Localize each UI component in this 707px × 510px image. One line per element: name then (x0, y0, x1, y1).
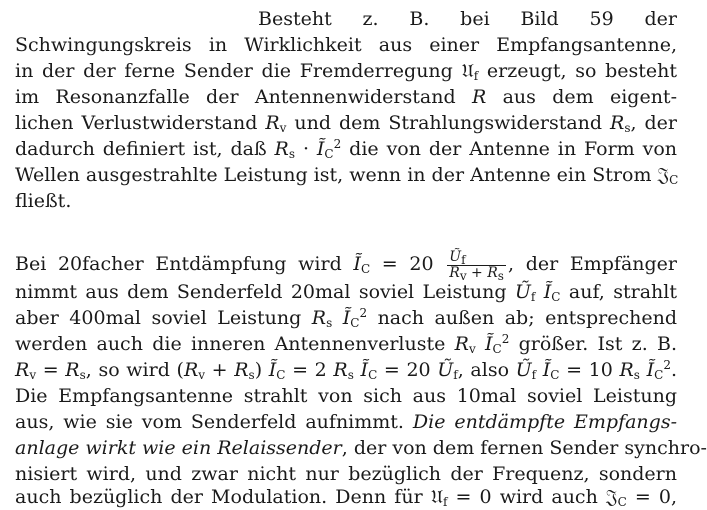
p2-line-7: aus, wie sie vom Senderfeld aufnimmt. Die entdämpfte Empfangs- (15, 411, 677, 433)
p2-line-5: $R_v = R_s$, so wird $(R_v + R_s)$ $Ĩ_C = 2$ $R_s$ $Ĩ_C = 20$ $Ũ_f$, also $Ũ_f$ $Ĩ_C = 10$ $R_s$ $Ĩ_C^2$. (15, 358, 677, 382)
p2-line-3: aber 400mal soviel Leistung $R_s$ $Ĩ_C^2$ nach außen ab; entsprechend (15, 306, 677, 330)
p1-line-8: fließt. (15, 190, 72, 212)
p1-line-4: im Resonanzfalle der Antennenwiderstand R aus dem eigent- (15, 86, 677, 108)
p2-line-8: anlage wirkt wie ein Relaissender, der von dem fernen Sender synchro- (15, 437, 707, 459)
p2-line-2: nimmt aus dem Senderfeld 20mal soviel Leistung $Ũ_f$ $Ĩ_C$ auf, strahlt (15, 281, 677, 304)
p1-line-5: lichen Verlustwiderstand $R_v$ und dem Strahlungswiderstand $R_s$, der (15, 112, 677, 135)
p2-line-1: Bei 20facher Entdämpfung wird $Ĩ_C = 20$ $\frac{Ũ_f}{R_v + R_s}$ , der Empfänger (15, 248, 677, 283)
formula-Uf: 𝔘$_f$ (461, 60, 479, 83)
formula-R: R (471, 86, 487, 108)
p2-line-4: werden auch die inneren Antennenverluste $R_v$ $Ĩ_C^2$ größer. Ist z. B. (15, 332, 677, 356)
formula-fraction: $\frac{Ũ_f}{R_v + R_s}$ (449, 248, 504, 283)
p2-line-9: nisiert wird, und zwar nicht nur bezüglich der Frequenz, sondern (15, 463, 677, 485)
p1-line-6: dadurch definiert ist, daß $R_s$ · $Ĩ_C^2$ die von der Antenne in Form von (15, 137, 677, 161)
p1-line-1: Besteht z. B. bei Bild 59 der (258, 8, 677, 30)
p2-line-6: Die Empfangsantenne strahlt von sich aus 10mal soviel Leistung (15, 385, 677, 407)
p1-line-3: in der der ferne Sender die Fremderregung 𝔘$_f$ erzeugt, so besteht (15, 60, 677, 83)
p1-line-7: Wellen ausgestrahlte Leistung ist, wenn in der Antenne ein Strom 𝔍$_C$ (15, 164, 679, 187)
p1-line-2: Schwingungskreis in Wirklichkeit aus einer Empfangsantenne, (15, 34, 677, 56)
p2-line-10: auch bezüglich der Modulation. Denn für 𝔘$_f$ = 0 wird auch 𝔍$_C$ = 0, (15, 486, 677, 509)
